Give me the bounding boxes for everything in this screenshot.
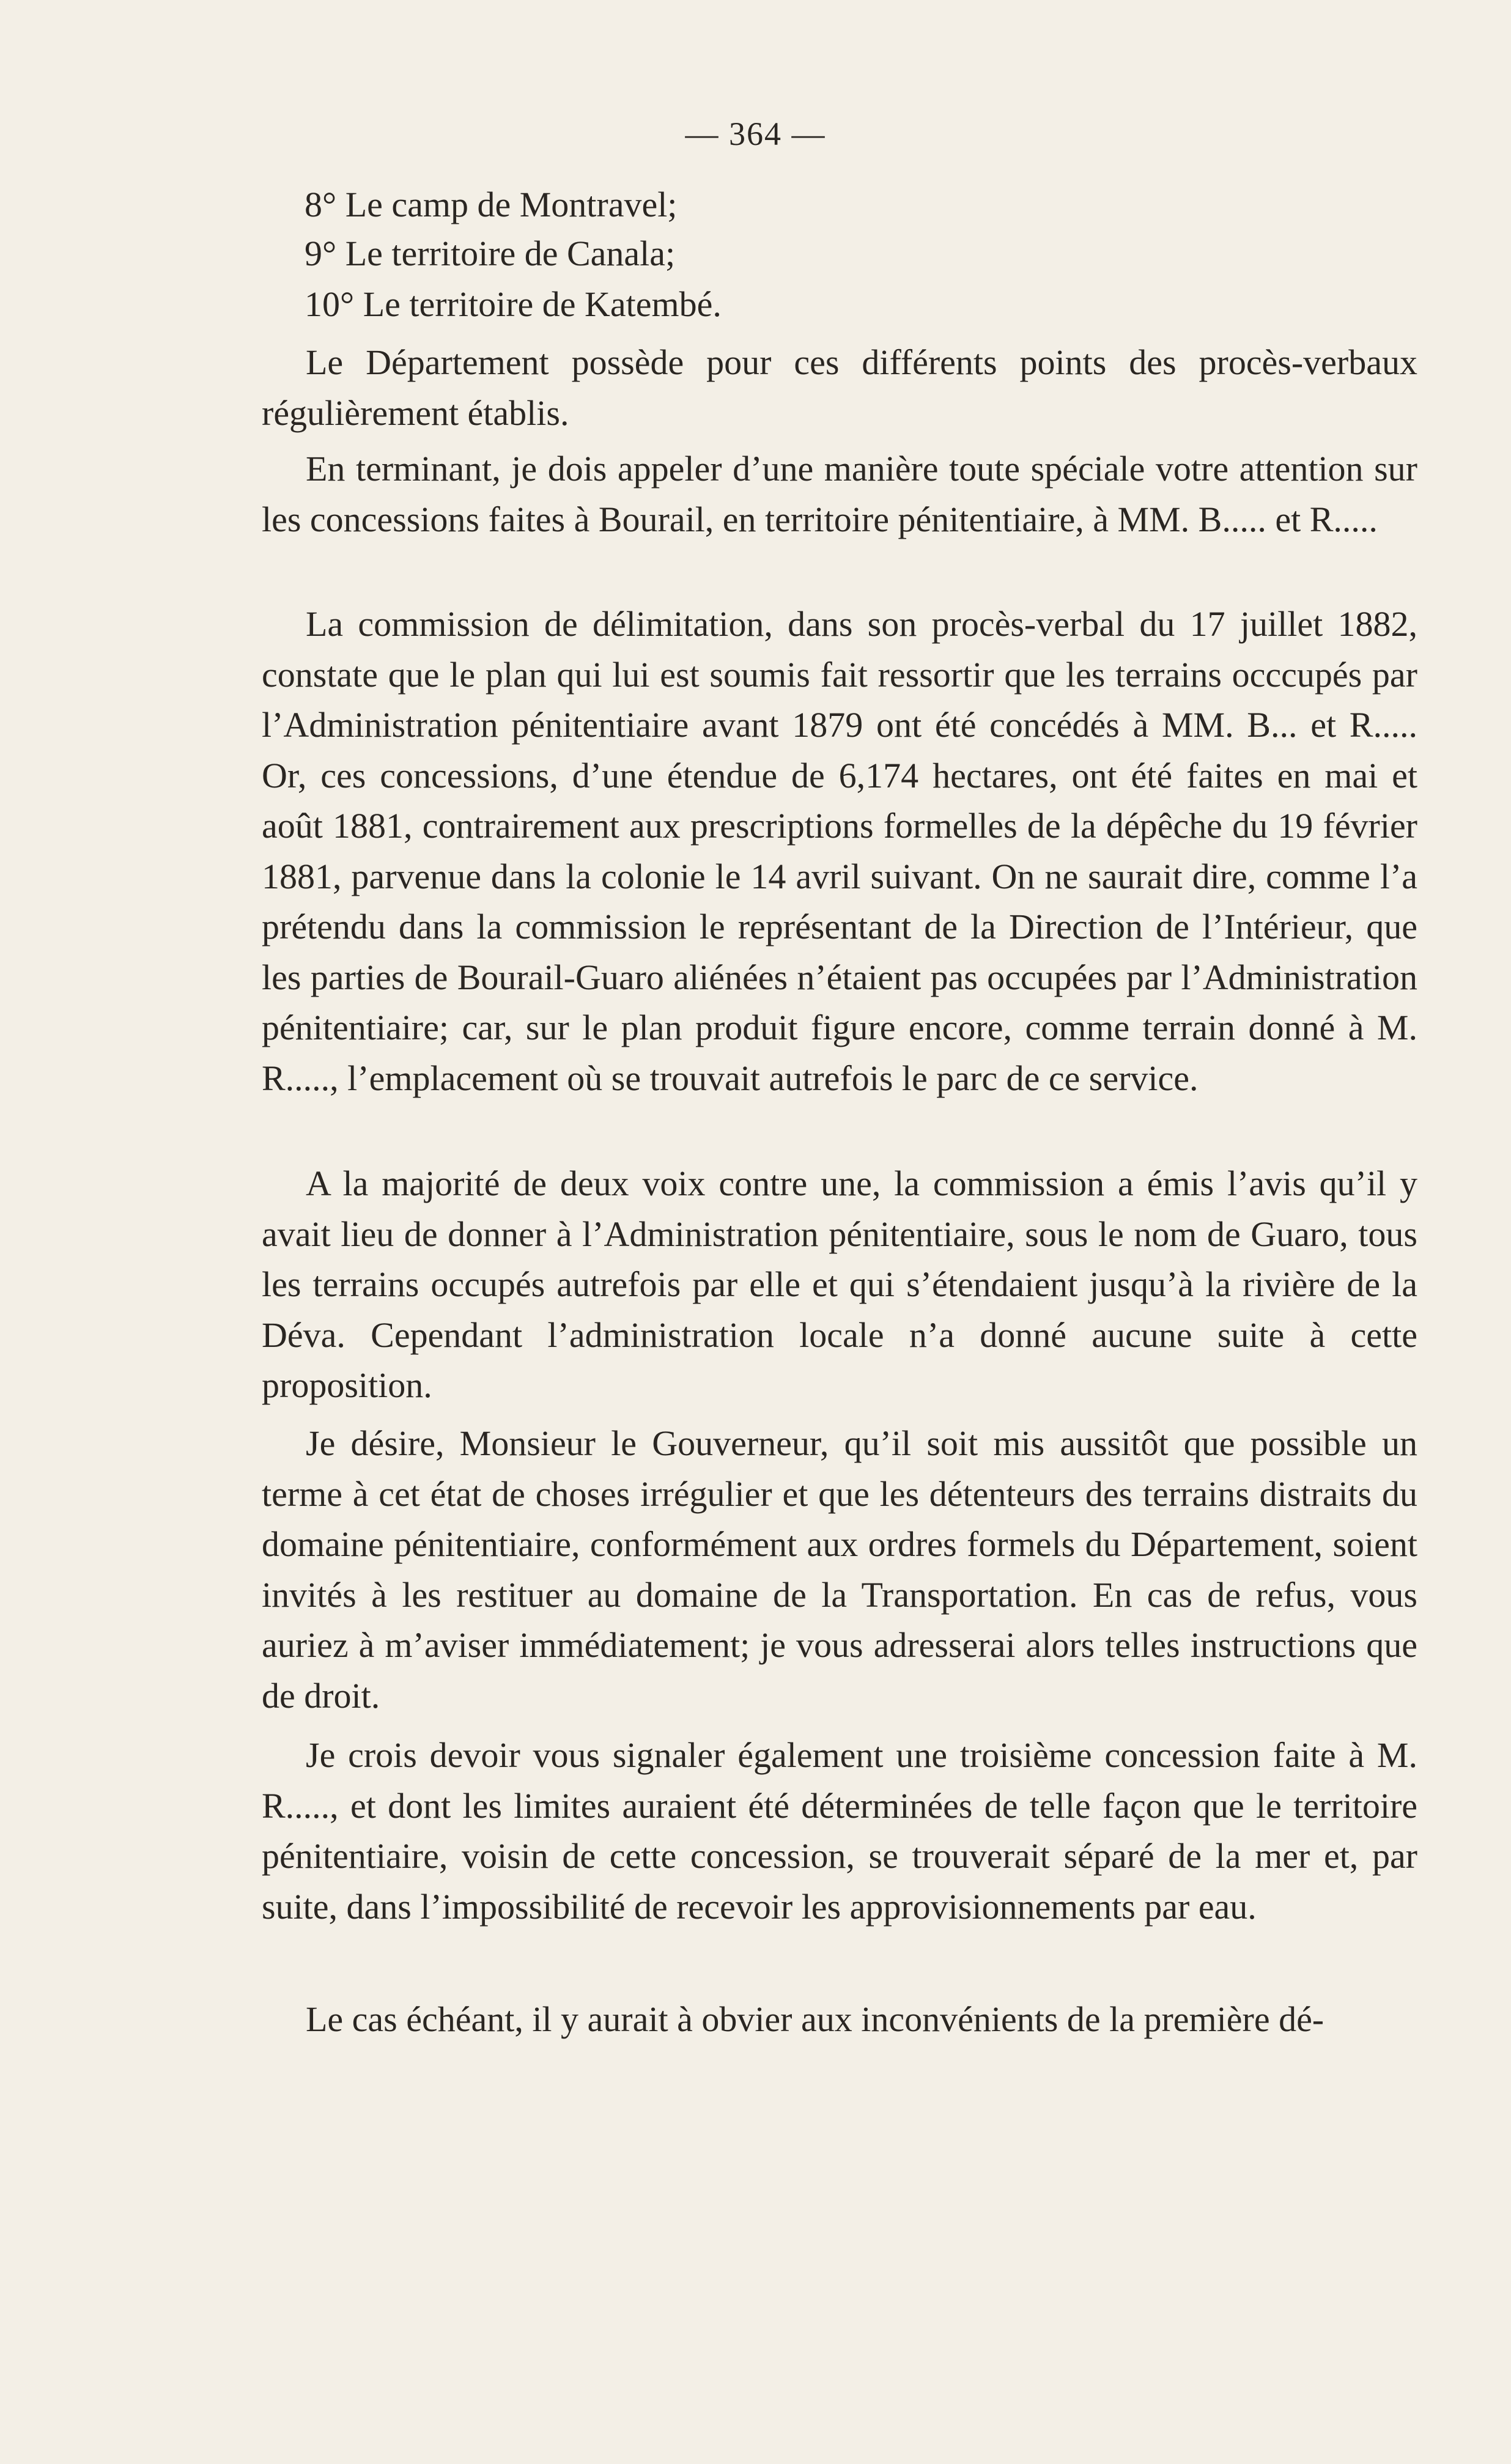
list-item-9: 9° Le territoire de Canala; bbox=[305, 234, 676, 273]
list-item-10: 10° Le territoire de Katembé. bbox=[305, 284, 722, 324]
paragraph-majorite: A la majorité de deux voix contre une, la commission a émis l’avis qu’il y avait lieu de donner à l’Administration pénitentiaire, sous le nom de Guaro, tous les terrains occupés autrefois par elle et qui s’étendaient jusqu’à la rivière de la Déva. Cependant l’administration locale n’a donné aucune suite à cette proposition. bbox=[262, 1164, 1417, 1405]
paragraph-commission-delimitation: La commission de délimitation, dans son procès-verbal du 17 juillet 1882, constate que le plan qui lui est soumis fait ressortir que les terrains occcupés par l’Administration pénitentiaire avant 1879 ont été concédés à MM. B... et R..... Or, ces concessions, d’une étendue de 6,174 hectares, ont été faites en mai et août 1881, contrairement aux prescriptions formelles de la dépêche du 19 février 1881, parvenue dans la colonie le 14 avril suivant. On ne saurait dire, comme l’a prétendu dans la commission le représentant de la Direction de l’Intérieur, que les parties de Bourail-Guaro aliénées n’étaient pas occupées par l’Administration pénitentiaire; car, sur le plan produit figure encore, comme terrain donné à M. R....., l’emplacement où se trouvait autrefois le parc de ce service. bbox=[262, 604, 1417, 1098]
paragraph-cas-echeant: Le cas échéant, il y aurait à obvier aux inconvénients de la première dé- bbox=[306, 1999, 1324, 2039]
paragraph-troisieme-concession: Je crois devoir vous signaler également une troisième concession faite à M. R....., et dont les limites auraient été déterminées de telle façon que le territoire pénitentiaire, voisin de cette concession, se trouverait séparé de la mer et, par suite, dans l’impossibilité de recevoir les approvisionnements par eau. bbox=[262, 1735, 1417, 1927]
paragraph-proces-verbaux: Le Département possède pour ces différents points des procès-verbaux régulièrement établis. bbox=[262, 342, 1417, 433]
page-number: — 364 — bbox=[685, 116, 826, 152]
list-item-8: 8° Le camp de Montravel; bbox=[305, 185, 678, 224]
paragraph-concessions-bourail: En terminant, je dois appeler d’une manière toute spéciale votre attention sur les concessions faites à Bourail, en territoire pénitentiaire, à MM. B..... et R..... bbox=[262, 449, 1417, 539]
paragraph-gouverneur: Je désire, Monsieur le Gouverneur, qu’il soit mis aussitôt que possible un terme à cet état de choses irrégulier et que les détenteurs des terrains distraits du domaine pénitentiaire, conformément aux ordres formels du Département, soient invités à les restituer au domaine de la Transportation. En cas de refus, vous auriez à m’aviser immédiatement; je vous adresserai alors telles instructions que de droit. bbox=[262, 1423, 1417, 1716]
